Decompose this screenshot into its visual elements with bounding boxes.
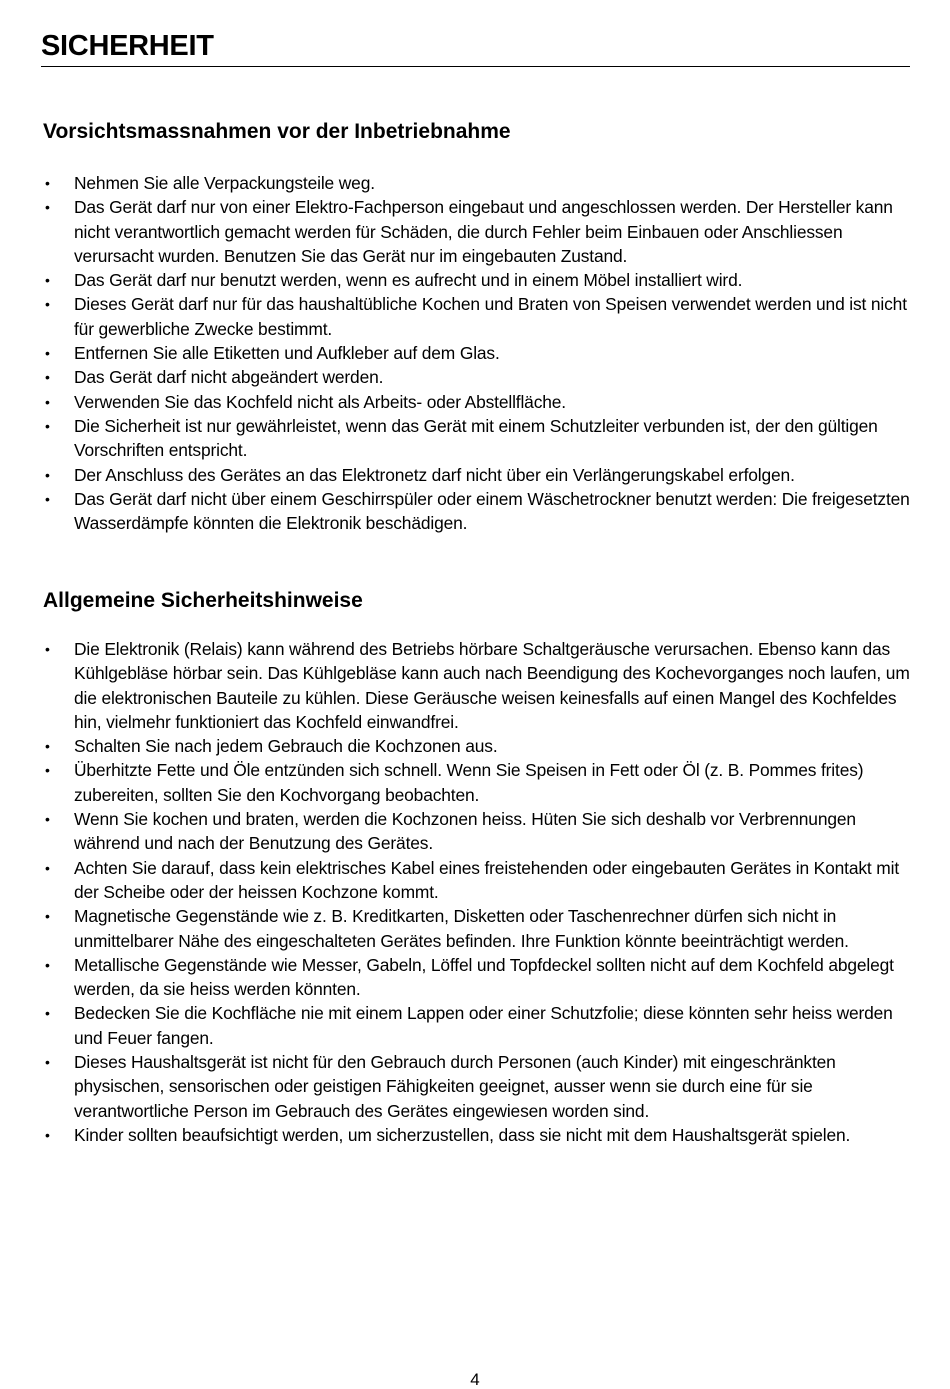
list-item [43,637,913,734]
list-item-text: Kinder sollten beaufsichtigt werden, um sicherzustellen, dass sie nicht mit dem Haushaltsgerät spielen. [74,1124,851,1145]
section-heading-general-safety: Allgemeine Sicherheitshinweise [43,589,363,612]
list-item-text: Achten Sie darauf, dass kein elektrisches Kabel eines freistehenden oder eingebauten Gerätes in Kontakt mit der Scheibe oder der heissen Kochzone kommt. [74,857,900,902]
list-item [43,807,913,856]
list-item [43,758,913,807]
list-item-text: Dieses Haushaltsgerät ist nicht für den Gebrauch durch Personen (auch Kinder) mit eingeschränkten physischen, sensorischen oder geistigen Fähigkeiten geeignet, ausser wenn sie durch eine für sie verantwortliche Person im Gebrauch des Gerätes eingewiesen worden sind. [74,1052,836,1121]
list-item [43,953,913,1002]
list-item-text: Entfernen Sie alle Etiketten und Aufkleber auf dem Glas. [74,343,500,364]
list-item [43,1123,913,1147]
list-item [43,268,913,292]
bullet-icon: • [45,859,50,876]
list-item [43,341,913,365]
list-item-text: Nehmen Sie alle Verpackungsteile weg. [74,173,375,193]
list-item-text: Dieses Gerät darf nur für das haushaltübliche Kochen und Braten von Speisen verwendet werden und ist nicht für gewerbliche Zwecke bestimmt. [74,294,907,339]
bullet-icon: • [45,956,50,973]
bullet-icon: • [45,1054,50,1071]
bullet-icon: • [45,393,50,410]
list-item-text: Die Elektronik (Relais) kann während des Betriebs hörbare Schaltgeräusche verursachen. Ebenso kann das Kühlgebläse hörbar sein. Das Kühlgebläse kann auch nach Beendigung des Kochevorganges noch laufen, um die elektronischen Bauteile zu kühlen. Diese Geräusche weisen keinesfalls auf einen Mangel des Kochfeldes hin, vielmehr funktioniert das Kochfeld einwandfrei. [74,639,910,732]
bullet-icon: • [45,762,50,779]
list-item-text: Der Anschluss des Gerätes an das Elektronetz darf nicht über ein Verlängerungskabel erfolgen. [74,464,795,485]
list-item [43,365,913,389]
bullet-icon: • [45,738,50,755]
list-item-text: Das Gerät darf nicht abgeändert werden. [74,367,384,388]
list-item [43,904,913,953]
bullet-icon: • [45,199,50,216]
general-safety-list [43,637,913,1147]
list-item [43,292,913,341]
page-title: SICHERHEIT [41,30,214,62]
list-item-text: Magnetische Gegenstände wie z. B. Kreditkarten, Disketten oder Taschenrechner dürfen sich nicht in unmittelbarer Nähe des eingeschalteten Gerätes befinden. Ihre Funktion könnte beeinträchtigt werden. [74,906,849,951]
list-item-text: Schalten Sie nach jedem Gebrauch die Kochzonen aus. [74,736,498,757]
bullet-icon: • [45,345,50,362]
bullet-icon: • [45,466,50,483]
section-heading-precautions: Vorsichtsmassnahmen vor der Inbetriebnahme [43,120,511,143]
bullet-icon: • [45,272,50,289]
bullet-icon: • [45,908,50,925]
bullet-icon: • [45,490,50,507]
list-item-text: Die Sicherheit ist nur gewährleistet, wenn das Gerät mit einem Schutzleiter verbunden ist, der den gültigen Vorschriften entspricht. [74,415,878,461]
list-item-text: Verwenden Sie das Kochfeld nicht als Arbeits- oder Abstellfläche. [74,391,566,412]
list-item [43,1050,913,1123]
bullet-icon: • [45,175,50,191]
list-item-text: Das Gerät darf nur benutzt werden, wenn es aufrecht und in einem Möbel installiert wird. [74,270,743,291]
list-item [43,195,913,268]
bullet-icon: • [45,417,50,434]
list-item [43,856,913,905]
list-item-text: Wenn Sie kochen und braten, werden die Kochzonen heiss. Hüten Sie sich deshalb vor Verbrennungen während und nach der Benutzung des Gerätes. [74,809,856,854]
list-item-text: Metallische Gegenstände wie Messer, Gabeln, Löffel und Topfdeckel sollten nicht auf dem Kochfeld abgelegt werden, da sie heiss werden könnten. [74,954,894,1000]
list-item [43,463,913,487]
bullet-icon: • [45,1126,50,1143]
list-item [43,414,913,463]
list-item [43,487,913,536]
list-item [43,1001,913,1050]
list-item-text: Überhitzte Fette und Öle entzünden sich schnell. Wenn Sie Speisen in Fett oder Öl (z. B. Pommes frites) zubereiten, sollten Sie den Kochvorgang beobachten. [74,760,864,805]
bullet-icon: • [45,641,50,657]
bullet-icon: • [45,369,50,386]
list-item-text: Das Gerät darf nicht über einem Geschirrspüler oder einem Wäschetrockner benutzt werden: Die freigesetzten Wasserdämpfe könnten die Elektronik beschädigen. [74,488,910,534]
list-item [43,734,913,758]
list-item-text: Das Gerät darf nur von einer Elektro-Fachperson eingebaut und angeschlossen werden. Der Hersteller kann nicht verantwortlich gemacht werden für Schäden, die durch Fehler beim Einbauen oder Anschliessen verursacht wurden. Benutzen Sie das Gerät nur im eingebauten Zustand. [74,197,893,266]
title-divider [41,66,910,67]
bullet-icon: • [45,811,50,828]
list-item [43,171,913,195]
bullet-icon: • [45,296,50,313]
bullet-icon: • [45,1005,50,1022]
precautions-list [43,171,913,535]
list-item [43,390,913,414]
list-item-text: Bedecken Sie die Kochfläche nie mit einem Lappen oder einer Schutzfolie; diese könnten sehr heiss werden und Feuer fangen. [74,1003,893,1048]
page-number: 4 [470,1370,480,1389]
